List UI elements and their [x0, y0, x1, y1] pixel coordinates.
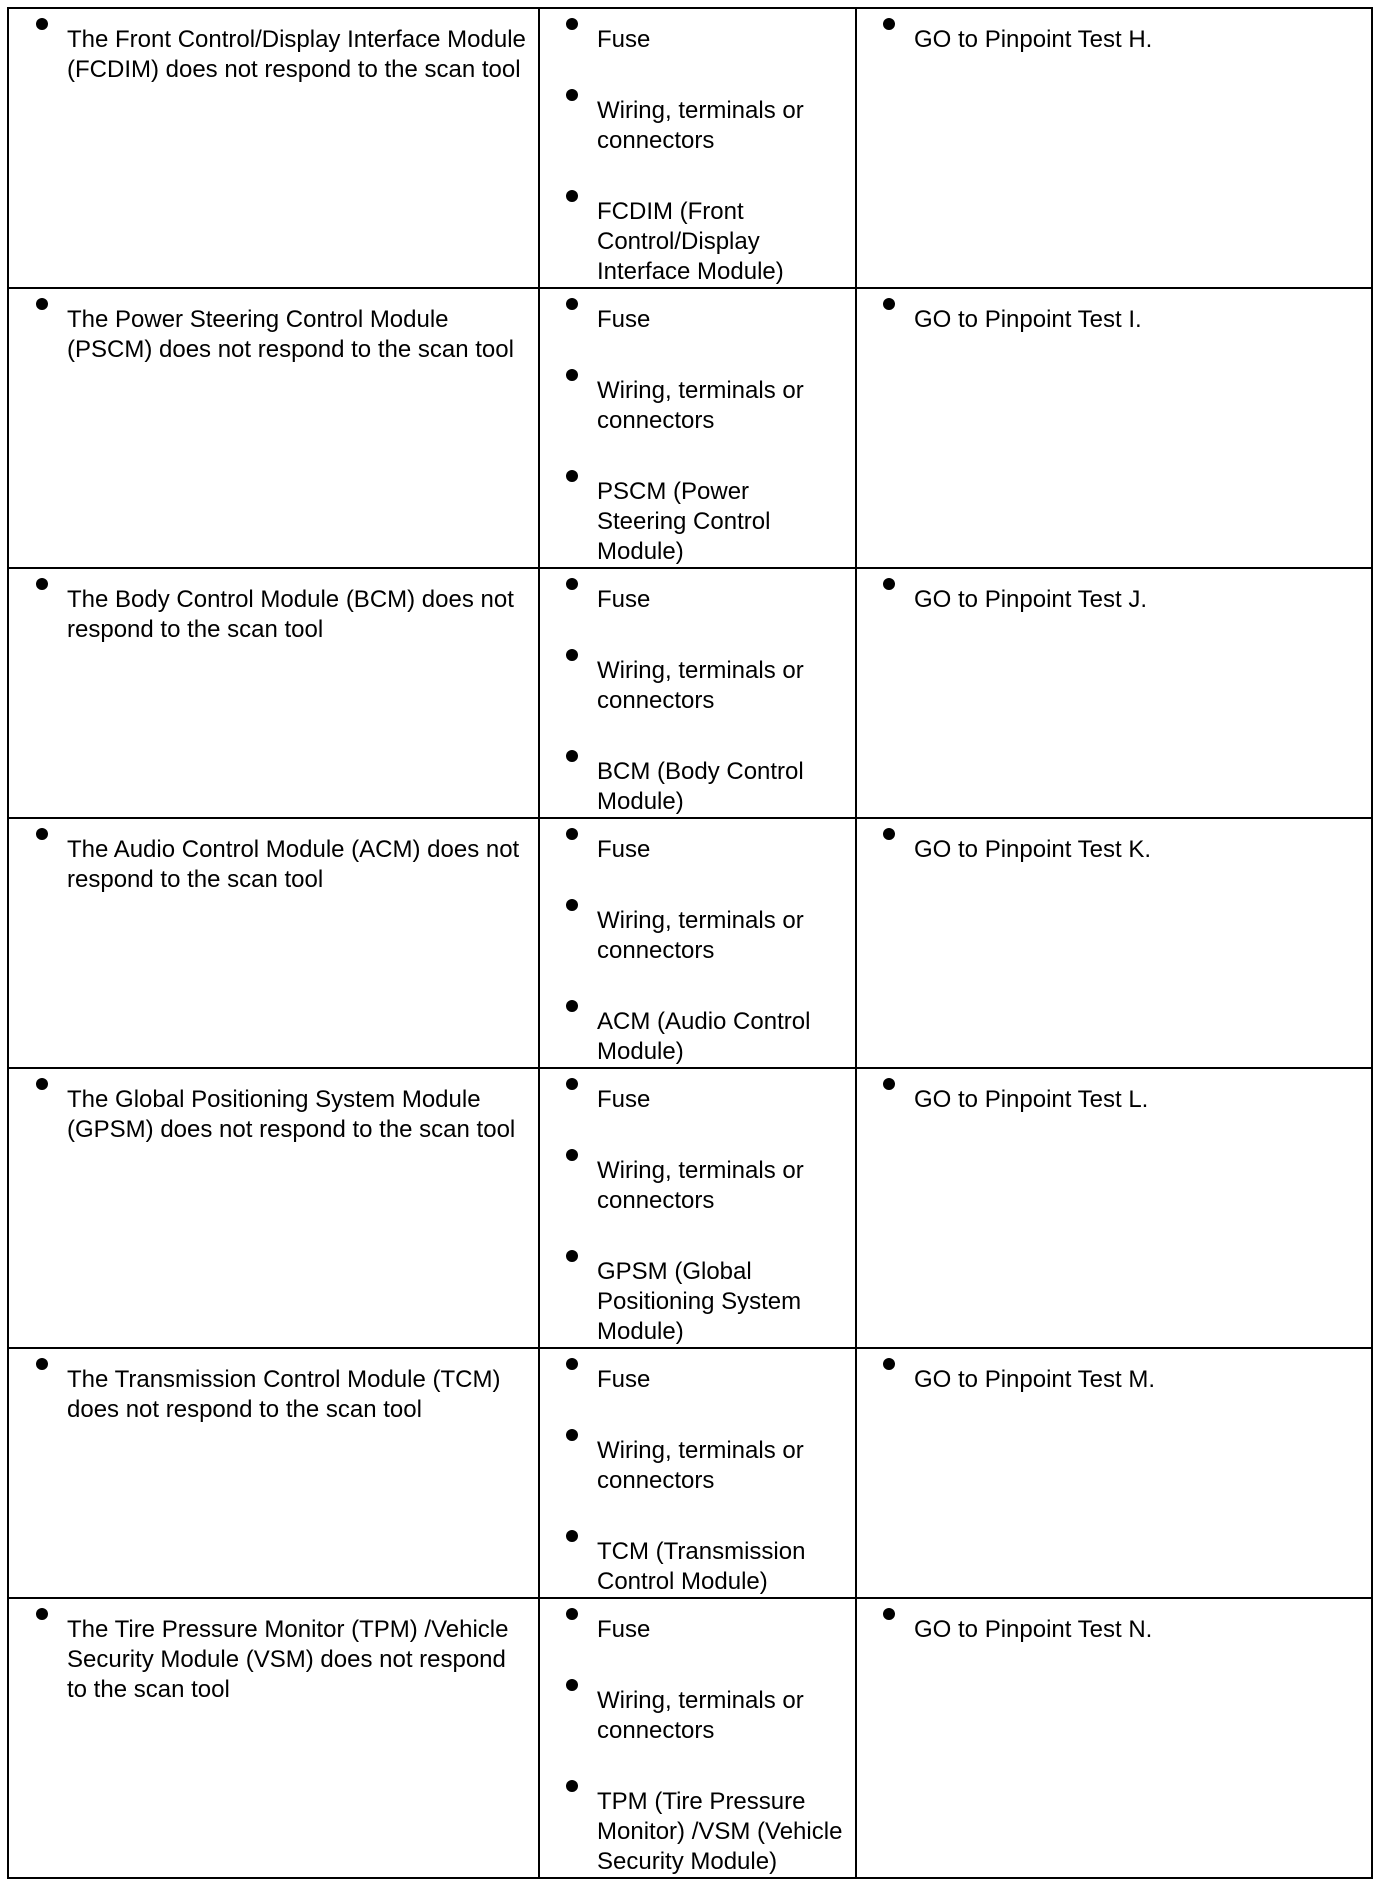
action-text: GO to Pinpoint Test H.	[857, 9, 1371, 55]
cause-item: FCDIM (Front Control/Display Interface Module)	[540, 181, 855, 287]
cause-item: Fuse	[540, 1599, 855, 1645]
condition-text: The Tire Pressure Monitor (TPM) /Vehicle Security Module (VSM) does not respond to the scan tool	[9, 1599, 538, 1705]
cause-item: PSCM (Power Steering Control Module)	[540, 461, 855, 567]
table-row	[8, 8, 1372, 288]
cause-item: Fuse	[540, 1069, 855, 1115]
cause-item: TPM (Tire Pressure Monitor) /VSM (Vehicle Security Module)	[540, 1771, 855, 1877]
cause-item: Wiring, terminals or connectors	[540, 1670, 855, 1746]
condition-cell	[8, 1348, 539, 1598]
action-text: GO to Pinpoint Test K.	[857, 819, 1371, 865]
cause-item: ACM (Audio Control Module)	[540, 991, 855, 1067]
action-text: GO to Pinpoint Test M.	[857, 1349, 1371, 1395]
action-cell	[856, 1348, 1372, 1598]
table-row	[8, 1598, 1372, 1878]
possible-source-cell	[539, 818, 856, 1068]
condition-text: The Transmission Control Module (TCM) does not respond to the scan tool	[9, 1349, 538, 1425]
condition-cell	[8, 1598, 539, 1878]
cause-item: Fuse	[540, 9, 855, 55]
cause-item: TCM (Transmission Control Module)	[540, 1521, 855, 1597]
condition-text: The Front Control/Display Interface Module (FCDIM) does not respond to the scan tool	[9, 9, 538, 85]
action-text: GO to Pinpoint Test L.	[857, 1069, 1371, 1115]
possible-source-cell	[539, 1348, 856, 1598]
action-text: GO to Pinpoint Test N.	[857, 1599, 1371, 1645]
cause-item: Fuse	[540, 1349, 855, 1395]
cause-item: Wiring, terminals or connectors	[540, 1420, 855, 1496]
possible-source-cell	[539, 288, 856, 568]
condition-cell	[8, 568, 539, 818]
table-row	[8, 1348, 1372, 1598]
cause-item: Wiring, terminals or connectors	[540, 80, 855, 156]
action-cell	[856, 1068, 1372, 1348]
condition-text: The Audio Control Module (ACM) does not respond to the scan tool	[9, 819, 538, 895]
action-cell	[856, 288, 1372, 568]
diagnostic-table	[7, 7, 1373, 1879]
cause-item: Fuse	[540, 289, 855, 335]
possible-source-cell	[539, 1068, 856, 1348]
cause-item: Wiring, terminals or connectors	[540, 640, 855, 716]
possible-source-cell	[539, 8, 856, 288]
cause-item: Wiring, terminals or connectors	[540, 890, 855, 966]
cause-item: GPSM (Global Positioning System Module)	[540, 1241, 855, 1347]
condition-cell	[8, 8, 539, 288]
table-row	[8, 288, 1372, 568]
action-text: GO to Pinpoint Test J.	[857, 569, 1371, 615]
cause-item: Fuse	[540, 569, 855, 615]
table-row	[8, 1068, 1372, 1348]
condition-cell	[8, 288, 539, 568]
cause-item: Fuse	[540, 819, 855, 865]
condition-text: The Global Positioning System Module (GPSM) does not respond to the scan tool	[9, 1069, 538, 1145]
table-row	[8, 568, 1372, 818]
possible-source-cell	[539, 1598, 856, 1878]
action-cell	[856, 818, 1372, 1068]
cause-item: Wiring, terminals or connectors	[540, 1140, 855, 1216]
cause-item: Wiring, terminals or connectors	[540, 360, 855, 436]
action-cell	[856, 1598, 1372, 1878]
table-row	[8, 818, 1372, 1068]
condition-text: The Power Steering Control Module (PSCM) does not respond to the scan tool	[9, 289, 538, 365]
condition-cell	[8, 818, 539, 1068]
possible-source-cell	[539, 568, 856, 818]
action-text: GO to Pinpoint Test I.	[857, 289, 1371, 335]
action-cell	[856, 568, 1372, 818]
cause-item: BCM (Body Control Module)	[540, 741, 855, 817]
condition-text: The Body Control Module (BCM) does not respond to the scan tool	[9, 569, 538, 645]
action-cell	[856, 8, 1372, 288]
condition-cell	[8, 1068, 539, 1348]
